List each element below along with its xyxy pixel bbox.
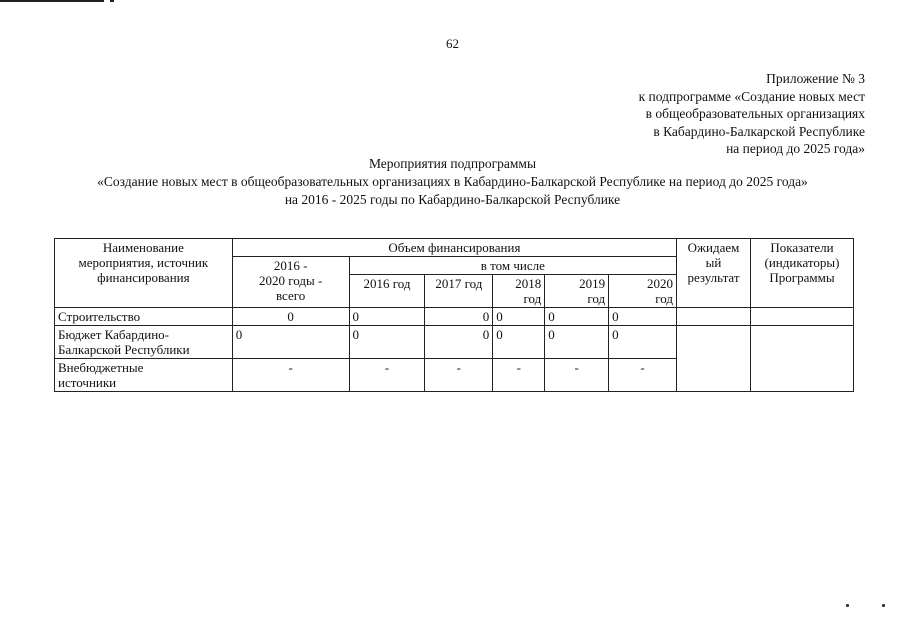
value-cell: - [545, 359, 609, 392]
value-cell: 0 [425, 326, 493, 359]
header-expected-cell: Ожидаем ый результат [677, 239, 751, 308]
heading-period: на 2016 - 2025 годы по Кабардино-Балкарской Республике [284, 192, 621, 207]
row-name-cell: Строительство [55, 308, 233, 326]
header-funding-cell: Объем финансирования [232, 239, 676, 257]
header-including-cell: в том числе [349, 257, 677, 275]
annex-line: на период до 2025 года» [726, 141, 865, 156]
row-name-cell: Внебюджетные источники [55, 359, 233, 392]
value-cell: - [349, 359, 425, 392]
scan-edge-mark [0, 0, 104, 2]
header-row [55, 239, 854, 257]
value-cell: - [232, 359, 349, 392]
heading-title: Мероприятия подпрограммы [368, 156, 537, 171]
value-cell: 0 [609, 326, 677, 359]
value-cell: 0 [545, 308, 609, 326]
indicators-cell [750, 326, 853, 392]
annex-line: в общеобразовательных организациях [645, 106, 865, 121]
header-year-cell: 2019 год [545, 275, 609, 308]
annex-line: в Кабардино-Балкарской Республике [653, 123, 865, 139]
table-row [55, 308, 854, 326]
scan-speck [882, 604, 885, 607]
annex-line: Приложение № 3 [766, 71, 865, 86]
heading-subtitle: «Создание новых мест в общеобразовательных организациях в Кабардино-Балкарской Республике на период до 2025 года» [97, 174, 808, 189]
value-cell: - [493, 359, 545, 392]
document-heading [0, 155, 905, 209]
row-name-cell: Бюджет Кабардино- Балкарской Республики [55, 326, 233, 359]
value-cell: 0 [349, 308, 425, 326]
value-cell: 0 [232, 326, 349, 359]
value-cell: 0 [349, 326, 425, 359]
value-cell: 0 [493, 308, 545, 326]
header-year-cell: 2020 год [609, 275, 677, 308]
expected-result-cell [677, 308, 751, 326]
expected-result-cell [677, 326, 751, 392]
annex-line: к подпрограмме «Создание новых мест [638, 88, 865, 104]
indicators-cell [750, 308, 853, 326]
header-year-cell: 2016 год [349, 275, 425, 308]
value-cell: 0 [545, 326, 609, 359]
value-cell: 0 [425, 308, 493, 326]
value-cell: 0 [493, 326, 545, 359]
value-cell: - [425, 359, 493, 392]
header-indicators-cell: Показатели (индикаторы) Программы [750, 239, 853, 308]
header-total-cell: 2016 - 2020 годы - всего [232, 257, 349, 308]
page-number: 62 [446, 36, 459, 51]
header-year-cell: 2017 год [425, 275, 493, 308]
header-year-cell: 2018 год [493, 275, 545, 308]
value-cell: - [609, 359, 677, 392]
table-row [55, 326, 854, 359]
funding-table [54, 238, 854, 392]
value-cell: 0 [609, 308, 677, 326]
header-name-cell: Наименование мероприятия, источник финансирования [55, 239, 233, 308]
scan-speck [846, 604, 849, 607]
scan-edge-mark [110, 0, 114, 2]
value-cell: 0 [232, 308, 349, 326]
annex-block [639, 70, 865, 158]
